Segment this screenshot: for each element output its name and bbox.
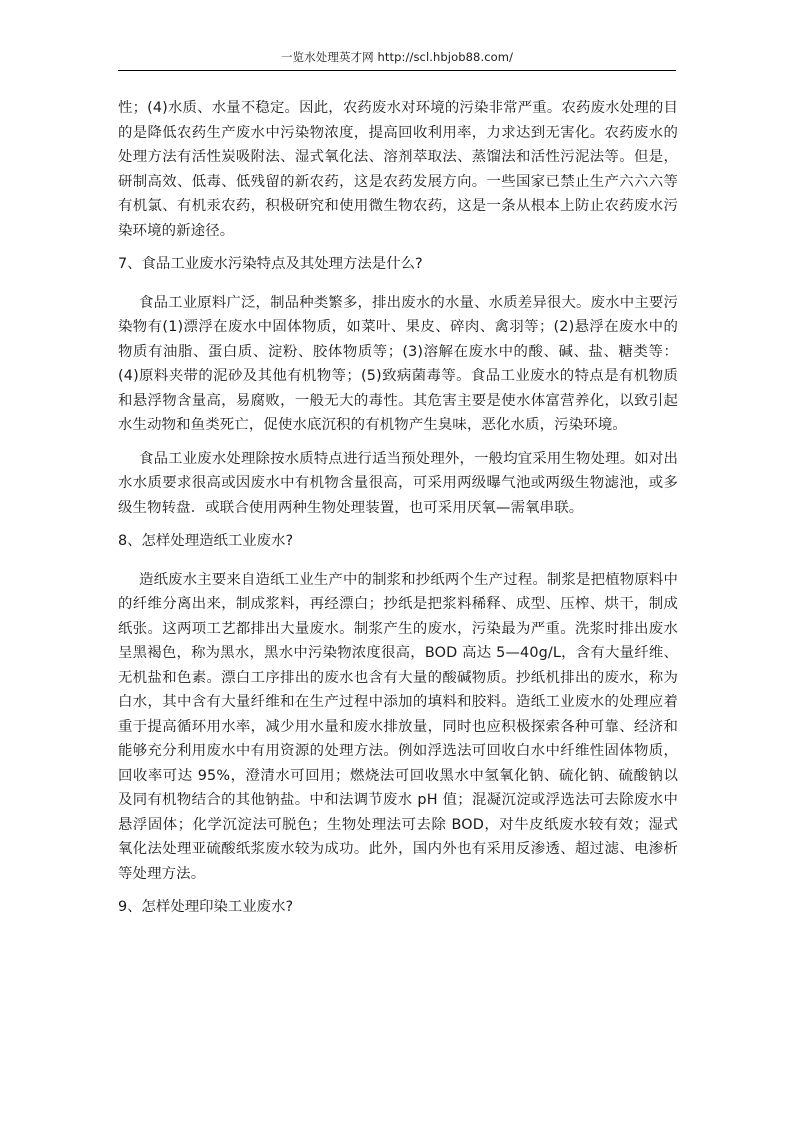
paragraph-food-industry-pollution: 食品工业原料广泛，制品种类繁多，排出废水的水量、水质差异很大。废水中主要污染物有(1)漂浮在废水中固体物质，如菜叶、果皮、碎肉、禽羽等；(2)悬浮在废水中的物质有油脂、蛋白质、淀粉、胶体物质等；(3)溶解在废水中的酸、碱、盐、糖类等：(4)原料夹带的泥砂及其他有机物等；(5)致病菌毒等。食品工业废水的特点是有机物质和悬浮物含量高，易腐败，一般无大的毒性。其危害主要是使水体富营养化，以致引起水生动物和鱼类死亡，促使水底沉积的有机物产生臭味，恶化水质，污染环境。 — [118, 294, 678, 433]
section-heading-7: 7、食品工业废水污染特点及其处理方法是什么? — [118, 256, 423, 272]
header-site-link[interactable]: 一览水处理英才网 http://scl.hbjob88.com/ — [280, 50, 514, 64]
paragraph-pesticide-wastewater: 性；(4)水质、水量不稳定。因此，农药废水对环境的污染非常严重。农药废水处理的目的是降低农药生产废水中污染物浓度，提高回收利用率，力求达到无害化。农药废水的处理方法有活性炭吸附法、湿式氧化法、溶剂萃取法、蒸馏法和活性污泥法等。但是，研制高效、低毒、低残留的新农药，这是农药发展方向。一些国家已禁止生产六六六等有机氯、有机汞农药，积极研究和使用微生物农药，这是一条从根本上防止农药废水污染环境的新途径。 — [118, 100, 678, 239]
page-header — [118, 46, 676, 71]
paragraph-food-industry-treatment: 食品工业废水处理除按水质特点进行适当预处理外，一般均宜采用生物处理。如对出水水质要求很高或因废水中有机物含量很高，可采用两级曝气池或两级生物滤池，或多级生物转盘．或联合使用两种生物处理装置，也可采用厌氧—需氧串联。 — [118, 450, 678, 516]
section-heading-9: 9、怎样处理印染工业废水? — [118, 899, 294, 915]
paragraph-paper-industry-wastewater: 造纸废水主要来自造纸工业生产中的制浆和抄纸两个生产过程。制浆是把植物原料中的纤维分离出来，制成浆料，再经漂白；抄纸是把浆料稀释、成型、压榨、烘干，制成纸张。这两项工艺都排出大量废水。制浆产生的废水，污染最为严重。洗浆时排出废水呈黑褐色，称为黑水，黑水中污染物浓度很高，BOD 高达 5—40g/L，含有大量纤维、无机盐和色素。漂白工序排出的废水也含有大量的酸碱物质。抄纸机排出的废水，称为白水，其中含有大量纤维和在生产过程中添加的填料和胶料。造纸工业废水的处理应着重于提高循环用水率，减少用水量和废水排放量，同时也应积极探索各种可靠、经济和能够充分利用废水中有用资源的处理方法。例如浮选法可回收白水中纤维性固体物质，回收率可达 95%，澄清水可回用；燃烧法可回收黑水中氢氧化钠、硫化钠、硫酸钠以及同有机物结合的其他钠盐。中和法调节废水 pH 值；混凝沉淀或浮选法可去除废水中悬浮固体；化学沉淀法可脱色；生物处理法可去除 BOD，对牛皮纸废水较有效；湿式氧化法处理亚硫酸纸浆废水较为成功。此外，国内外也有采用反渗透、超过滤、电渗析等处理方法。 — [118, 571, 678, 882]
section-heading-8: 8、怎样处理造纸工业废水? — [118, 533, 294, 549]
document-body — [118, 96, 678, 934]
